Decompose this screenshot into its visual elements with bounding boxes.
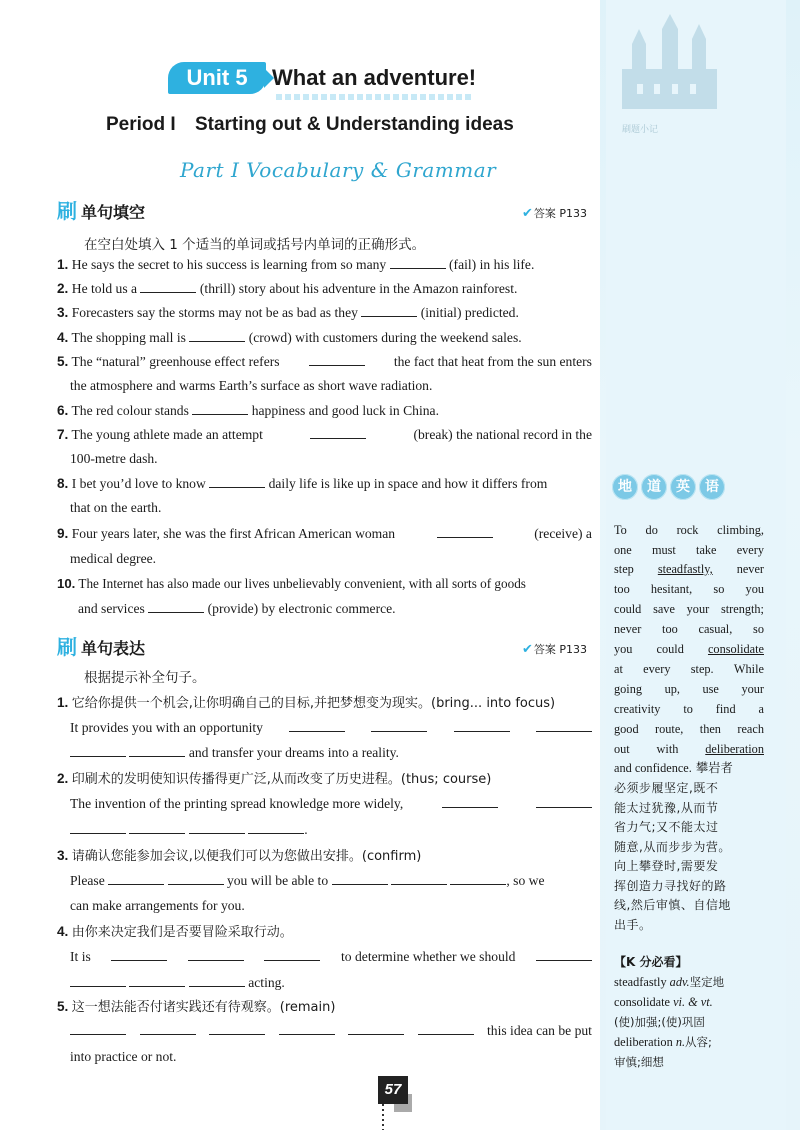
badge-char: 地: [612, 474, 638, 500]
sidebar-word: strength;: [720, 602, 764, 616]
section1-heading: [57, 195, 145, 224]
question-10-cont: and services (provide) by electronic commerce.: [78, 601, 396, 616]
unit-title-underline: [276, 94, 472, 100]
sidebar-en-line: [614, 561, 764, 577]
sidebar-word: use: [702, 682, 719, 696]
answer-blank[interactable]: [454, 720, 510, 732]
answer-blank[interactable]: [129, 975, 185, 987]
expr-question-2-line1: The invention of the printing spread knowledge more widely,: [70, 796, 592, 812]
sidebar-en-line: [614, 601, 764, 617]
answer-blank[interactable]: [108, 873, 164, 885]
answer-blank[interactable]: [332, 873, 388, 885]
section2-instruction: 根据提示补全句子。: [84, 670, 206, 686]
answer-blank[interactable]: [209, 1023, 265, 1035]
answer-blank[interactable]: [140, 1023, 196, 1035]
question-3: 3. Forecasters say the storms may not be as bad as they (initial) predicted.: [57, 305, 519, 320]
answer-blank[interactable]: [148, 601, 204, 613]
part-title: Part I Vocabulary & Grammar: [180, 158, 497, 182]
sidebar-word: every: [736, 543, 764, 557]
k-pos: adv.: [669, 975, 690, 989]
badge-char: 语: [699, 474, 725, 500]
sidebar-word: deliberation: [705, 742, 764, 756]
question-9: 9. Four years later, she was the first African American woman (receive) a: [57, 526, 592, 541]
k-vocab-line: [614, 974, 784, 990]
section2-answer-text: 答案 P133: [533, 643, 588, 656]
sidebar-word: could: [614, 602, 642, 616]
answer-blank[interactable]: [129, 745, 185, 757]
sidebar-word: reach: [737, 722, 764, 736]
badge-char: 英: [670, 474, 696, 500]
sidebar-word: could: [656, 642, 684, 656]
answer-blank[interactable]: [310, 427, 366, 439]
sidebar-word: up,: [664, 682, 680, 696]
sidebar-word: a: [758, 702, 764, 716]
brush-icon: 刷: [57, 199, 77, 223]
expr-question-4-line2: acting.: [70, 975, 592, 991]
k-must-see-title: 【K 分必看】: [614, 955, 688, 969]
section2-answer-ref: [522, 641, 587, 657]
sidebar-en-line: [614, 681, 764, 697]
sidebar-word: do: [645, 523, 658, 537]
answer-blank[interactable]: [437, 526, 493, 538]
sidebar-word: good: [614, 722, 639, 736]
sidebar-en-line: [614, 760, 764, 776]
sidebar-en-line: [614, 522, 764, 538]
expr-question-5-line2: into practice or not.: [70, 1049, 177, 1064]
idiomatic-english-badge: [612, 474, 725, 500]
sidebar-word: to: [683, 702, 693, 716]
sidebar-en-line: [614, 701, 764, 717]
sidebar-en-line: [614, 721, 764, 737]
expr-question-5-line1: this idea can be put: [70, 1023, 592, 1039]
k-pos: n.: [675, 1035, 686, 1049]
answer-blank[interactable]: [70, 975, 126, 987]
answer-blank[interactable]: [348, 1023, 404, 1035]
question-9-cont: medical degree.: [70, 551, 157, 566]
sidebar-word: every: [643, 662, 671, 676]
answer-blank[interactable]: [209, 476, 265, 488]
answer-blank[interactable]: [189, 330, 245, 342]
question-7-cont: 100-metre dash.: [70, 451, 158, 466]
answer-blank[interactable]: [361, 305, 417, 317]
sidebar-zh-line: 线,然后审慎、自信地: [614, 898, 731, 912]
section1-title: 单句填空: [81, 203, 146, 222]
expr-question-2: 2. 印刷术的发明使知识传播得更广泛,从而改变了历史进程。(thus; course): [57, 771, 492, 787]
sidebar-zh-line: 向上攀登时,需要发: [614, 859, 719, 873]
expr-question-3: 3. 请确认您能参加会议,以便我们可以为您做出安排。(confirm): [57, 848, 422, 864]
sidebar-word: steadfastly,: [657, 562, 713, 576]
answer-blank[interactable]: [309, 354, 365, 366]
answer-blank[interactable]: [189, 822, 245, 834]
sidebar-en-line: [614, 542, 764, 558]
answer-blank[interactable]: [168, 873, 224, 885]
answer-blank[interactable]: [140, 281, 196, 293]
sidebar-word: To: [614, 523, 627, 537]
sidebar-zh-line: 必须步履坚定,既不: [614, 781, 719, 795]
sidebar-word: so: [713, 582, 725, 596]
k-meaning: 从容;: [685, 1035, 712, 1049]
period-title: Starting out & Understanding ideas: [194, 114, 514, 135]
expr-question-3-line1: Please you will be able to , so we: [70, 873, 545, 888]
question-4: 4. The shopping mall is (crowd) with customers during the weekend sales.: [57, 330, 522, 345]
sidebar-zh-line: 随意,从而步步为营。: [614, 839, 731, 854]
k-vocab-line: [614, 994, 784, 1010]
sidebar-word: going: [614, 682, 643, 696]
sidebar-word: While: [733, 662, 764, 676]
checkmark-icon: ✔: [522, 206, 533, 221]
sidebar-word: take: [696, 543, 717, 557]
sidebar-zh-line: 挥创造力寻找好的路: [614, 878, 727, 893]
sidebar-word: at: [614, 662, 623, 676]
sidebar-en-line: [614, 621, 764, 637]
sidebar-word: step.: [690, 662, 714, 676]
answer-blank[interactable]: [189, 975, 245, 987]
sidebar-zh-line: 能太过犹豫,从而节: [614, 800, 719, 815]
k-meaning: 审慎;细想: [614, 1055, 664, 1069]
sidebar-en-line: [614, 741, 764, 757]
k-vocab-line: [614, 1014, 784, 1030]
k-word: consolidate: [614, 995, 674, 1009]
sidebar-word: hesitant,: [650, 582, 693, 596]
answer-blank[interactable]: [70, 745, 126, 757]
k-meaning: (使)加强;(使)巩固: [614, 1015, 705, 1029]
answer-blank[interactable]: [371, 720, 427, 732]
sidebar-word: and confidence.: [614, 761, 692, 775]
question-2: 2. He told us a (thrill) story about his adventure in the Amazon rainforest.: [57, 281, 518, 296]
answer-blank[interactable]: [390, 257, 446, 269]
expr-question-1-line2: and transfer your dreams into a reality.: [70, 745, 592, 761]
sidebar-word: never: [614, 622, 642, 636]
sidebar-word: must: [651, 543, 676, 557]
sidebar-word: your: [686, 602, 710, 616]
answer-blank[interactable]: [248, 822, 304, 834]
answer-blank[interactable]: [289, 720, 345, 732]
expr-question-5: 5. 这一想法能否付诸实践还有待观察。(remain): [57, 999, 336, 1015]
section1-answer-ref: [522, 205, 587, 221]
page-number: 57: [378, 1076, 408, 1104]
question-6: 6. The red colour stands happiness and good luck in China.: [57, 403, 439, 418]
expr-question-1-line1: It provides you with an opportunity: [70, 720, 592, 736]
sidebar-en-line: [614, 661, 764, 677]
answer-blank[interactable]: [391, 873, 447, 885]
answer-blank[interactable]: [442, 796, 498, 808]
section1-instruction: 在空白处填入 1 个适当的单词或括号内单词的正确形式。: [84, 237, 426, 253]
expr-question-4: 4. 由你来决定我们是否要冒险采取行动。: [57, 924, 293, 940]
answer-blank[interactable]: [536, 796, 592, 808]
answer-blank[interactable]: [129, 822, 185, 834]
sidebar-word: rock: [676, 523, 699, 537]
sidebar-word: with: [656, 742, 679, 756]
sidebar-en-line: [614, 581, 764, 597]
unit-title: What an adventure!: [272, 65, 477, 90]
section2-heading: [57, 631, 145, 660]
period-number: Period I: [106, 114, 176, 135]
sidebar-word: your: [741, 682, 764, 696]
sidebar-zh-line: 出手。: [614, 917, 652, 932]
sidebar-word: you: [614, 642, 633, 656]
question-8-cont: that on the earth.: [70, 500, 162, 515]
k-meaning: 坚定地: [689, 975, 725, 989]
sidebar-word: too: [662, 622, 678, 636]
castle-illustration-icon: [612, 14, 727, 114]
question-5: 5. The “natural” greenhouse effect refers the fact that heat from the sun enters: [57, 354, 592, 369]
answer-blank[interactable]: [188, 949, 244, 961]
memo-label: 刷题小记: [622, 125, 659, 135]
page-dotted-line: [382, 1104, 384, 1130]
unit-badge: Unit 5: [168, 62, 266, 94]
sidebar-en-line: [614, 641, 764, 657]
answer-blank[interactable]: [70, 1023, 126, 1035]
sidebar-word: then: [699, 722, 721, 736]
sidebar-word: you: [745, 582, 764, 596]
answer-blank[interactable]: [536, 720, 592, 732]
sidebar-word: save: [653, 602, 675, 616]
answer-blank[interactable]: [111, 949, 167, 961]
sidebar-word: creativity: [614, 702, 661, 716]
section2-title: 单句表达: [81, 639, 146, 658]
sidebar-word: out: [614, 742, 630, 756]
sidebar-word: consolidate: [707, 642, 764, 656]
period-heading: [106, 114, 514, 136]
expr-question-4-line1: It is to determine whether we should: [70, 949, 592, 965]
question-7: 7. The young athlete made an attempt (break) the national record in the: [57, 427, 592, 442]
section1-answer-text: 答案 P133: [533, 207, 588, 220]
question-1: 1. He says the secret to his success is learning from so many (fail) in his life.: [57, 257, 535, 272]
k-vocab-line: [614, 1054, 784, 1070]
expr-question-2-line2: .: [70, 822, 592, 838]
expr-question-1: 1. 它给你提供一个机会,让你明确自己的目标,并把梦想变为现实。(bring... into focus): [57, 695, 556, 711]
sidebar-word: so: [753, 622, 764, 636]
sidebar-word: climbing,: [717, 523, 764, 537]
question-10: 10. The Internet has also made our lives unbelievably convenient, with all sorts of goods: [57, 576, 526, 591]
answer-blank[interactable]: [450, 873, 506, 885]
k-word: deliberation: [614, 1035, 676, 1049]
k-pos: vi. & vt.: [673, 995, 713, 1009]
answer-blank[interactable]: [192, 403, 248, 415]
sidebar-word: step: [614, 562, 634, 576]
sidebar-word: find: [715, 702, 736, 716]
k-word: steadfastly: [614, 975, 670, 989]
answer-blank[interactable]: [418, 1023, 474, 1035]
answer-blank[interactable]: [264, 949, 320, 961]
brush-icon: 刷: [57, 635, 77, 659]
sidebar-zh-line: 省力气;又不能太过: [614, 820, 719, 834]
sidebar-word: casual,: [698, 622, 733, 636]
answer-blank[interactable]: [279, 1023, 335, 1035]
answer-blank[interactable]: [70, 822, 126, 834]
answer-blank[interactable]: [536, 949, 592, 961]
sidebar-word: too: [614, 582, 630, 596]
sidebar-word: one: [614, 543, 632, 557]
sidebar-word: 攀岩者: [695, 761, 733, 775]
badge-char: 道: [641, 474, 667, 500]
question-5-cont: the atmosphere and warms Earth’s surface as short wave radiation.: [70, 378, 433, 393]
sidebar-word: never: [736, 562, 764, 576]
k-vocab-line: [614, 1034, 784, 1050]
checkmark-icon: ✔: [522, 642, 533, 657]
sidebar-word: route,: [655, 722, 684, 736]
question-8: 8. I bet you’d love to know daily life is like up in space and how it differs from: [57, 476, 548, 491]
expr-question-3-line2: can make arrangements for you.: [70, 898, 245, 913]
